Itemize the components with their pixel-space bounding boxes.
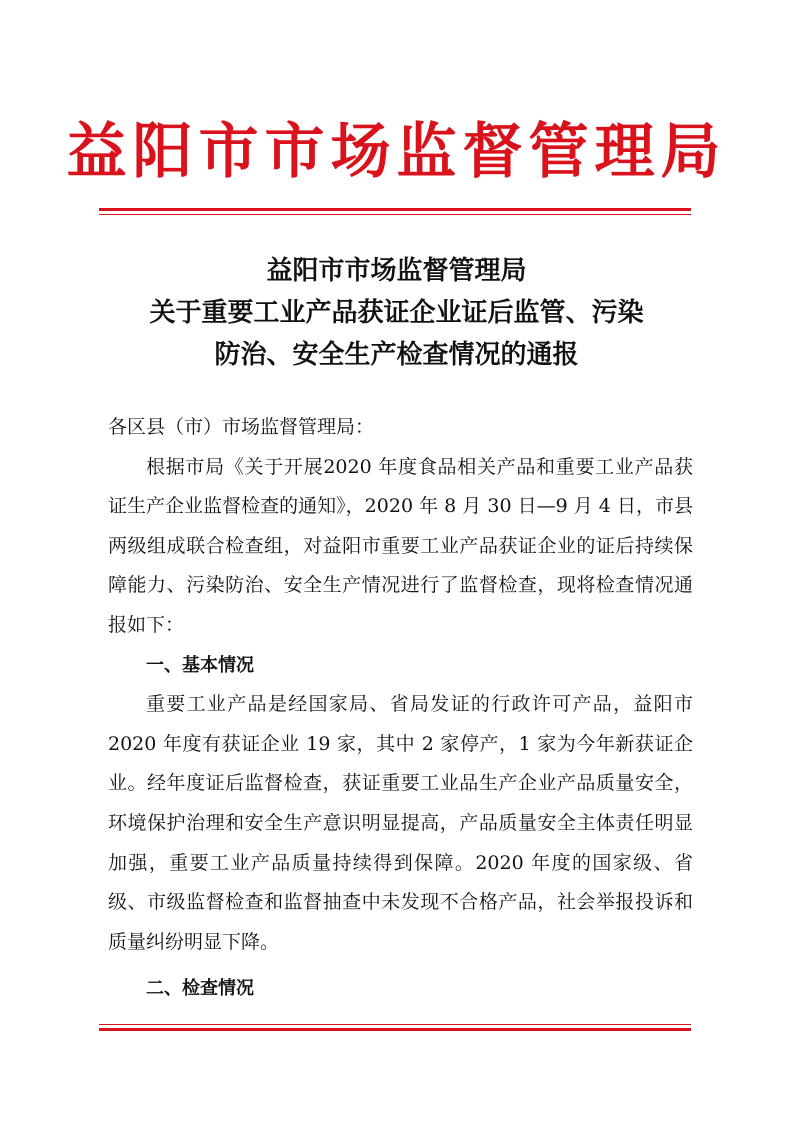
masthead-title: 益阳市市场监督管理局 xyxy=(66,117,727,187)
footer-divider xyxy=(99,1024,691,1031)
title-line-3: 防治、安全生产检查情况的通报 xyxy=(214,340,579,370)
addressee: 各区县（市）市场监督管理局： xyxy=(108,416,375,438)
section-heading-basic: 一、基本情况 xyxy=(146,654,254,676)
document-body xyxy=(108,408,693,1009)
section-heading-inspection: 二、检查情况 xyxy=(146,978,254,1000)
intro-paragraph: 根据市局《关于开展2020 年度食品相关产品和重要工业产品获证生产企业监督检查的通知》，2020 年 8 月 30 日—9 月 4 日，市县两级组成联合检查组，对益阳市重要工业产品获证企业的证后持续保障能力、污染防治、安全生产情况进行了监督检查，现将检查情况通报如下： xyxy=(108,455,693,636)
divider-thick-line xyxy=(99,1028,691,1031)
title-line-2: 关于重要工业产品获证企业证后监管、污染 xyxy=(149,298,644,328)
divider-thin-line xyxy=(99,1024,691,1025)
section-paragraph-basic: 重要工业产品是经国家局、省局发证的行政许可产品，益阳市 2020 年度有获证企业 19 家，其中 2 家停产，1 家为今年新获证企业。经年度证后监督检查，获证重要工业品生产企业产品质量安全，环境保护治理和安全生产意识明显提高，产品质量安全主体责任明显加强，重要工业产品质量持续得到保障。2020 年度的国家级、省级、市级监督检查和监督抽查中未发现不合格产品，社会举报投诉和质量纠纷明显下降。 xyxy=(108,693,693,953)
divider-thick-line xyxy=(99,208,691,211)
masthead-divider xyxy=(99,208,691,215)
title-line-1: 益阳市市场监督管理局 xyxy=(266,256,527,286)
document-title xyxy=(60,250,733,376)
divider-thin-line xyxy=(99,214,691,215)
